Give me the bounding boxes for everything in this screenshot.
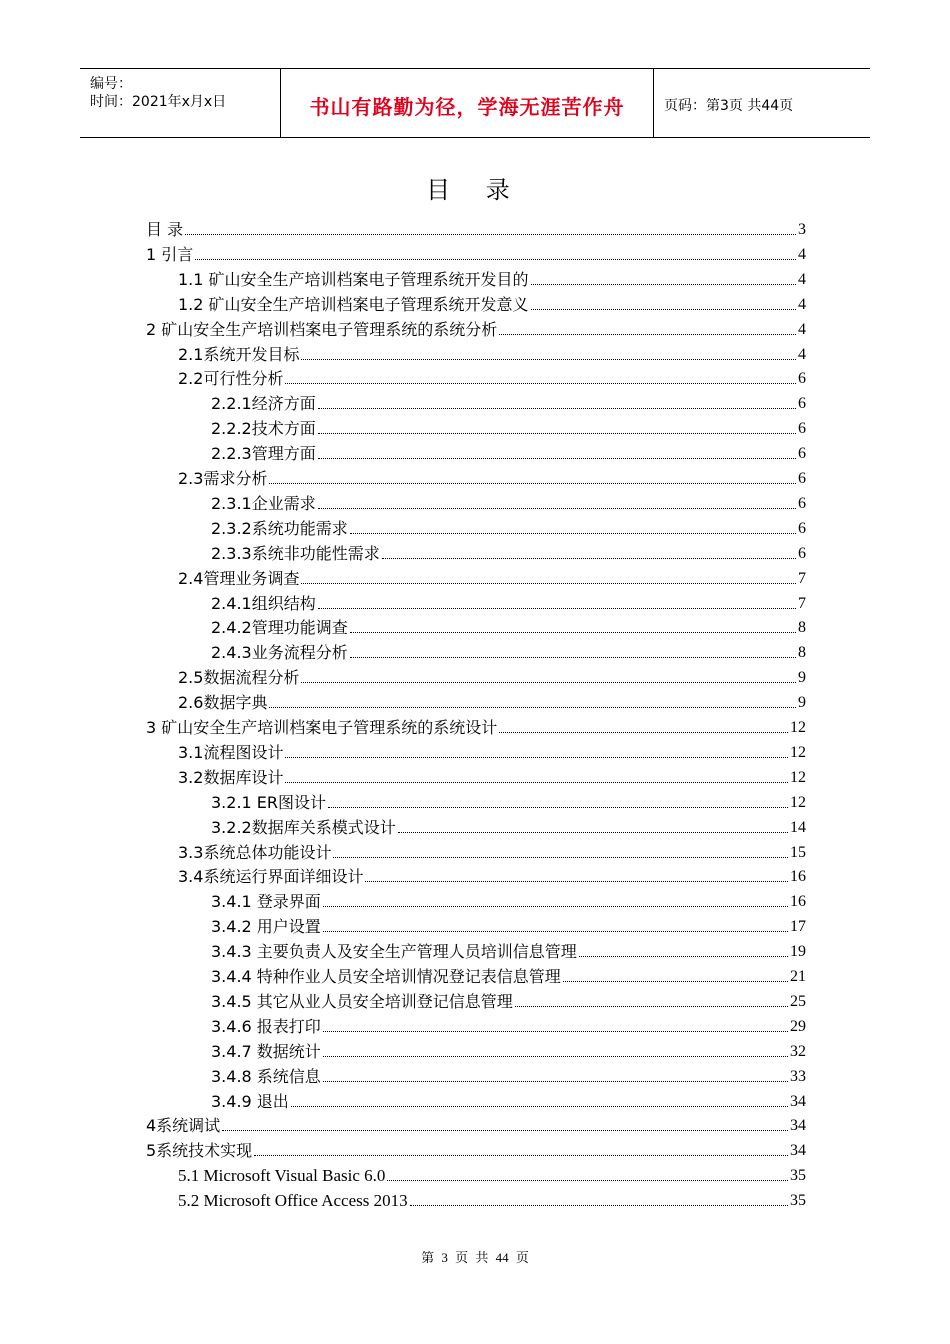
toc-entry-label: 3 矿山安全生产培训档案电子管理系统的系统设计 [146,718,498,737]
toc-dot-leader [318,458,796,459]
toc-entry-label: 2.1系统开发目标 [178,344,300,364]
toc-entry-label: 3.4.9 退出 [211,1091,289,1111]
header-right-cell [654,69,870,137]
toc-entry-page-number: 6 [798,370,806,388]
toc-entry[interactable] [178,764,806,788]
toc-entry-label: 2.3.1企业需求 [211,493,316,513]
toc-entry-label: 2.4.1组织结构 [211,593,316,613]
toc-entry-label: 3.4.1 登录界面 [211,892,321,912]
toc-dot-leader [387,1180,788,1181]
toc-entry-label: 5.1 Microsoft Visual Basic 6.0 [178,1166,386,1186]
toc-dot-leader [301,682,796,683]
toc-entry[interactable] [146,1112,806,1136]
toc-entry-page-number: 12 [790,793,806,811]
toc-entry-label: 2.3需求分析 [178,469,268,488]
toc-entry-page-number: 6 [798,470,806,487]
toc-entry[interactable] [178,1162,806,1186]
toc-entry[interactable] [178,689,806,713]
toc-dot-leader [285,782,788,783]
toc-entry[interactable] [178,341,806,365]
toc-entry[interactable] [178,565,806,589]
toc-dot-leader [285,757,788,758]
toc-dot-leader [285,383,796,384]
toc-entry-page-number: 9 [798,669,806,687]
toc-entry-label: 2.4.2管理功能调查 [211,618,348,638]
toc-dot-leader [350,533,796,534]
toc-dot-leader [318,408,796,409]
toc-dot-leader [499,732,788,733]
toc-entry[interactable] [178,465,806,489]
toc-entry[interactable] [146,316,806,340]
toc-dot-leader [323,1031,788,1032]
toc-dot-leader [563,981,788,982]
toc-entry-page-number: 35 [790,1167,806,1185]
toc-entry-label: 2.3.2系统功能需求 [211,518,348,538]
toc-entry-page-number: 16 [790,868,806,886]
toc-entry[interactable] [211,639,806,663]
toc-dot-leader [185,234,796,235]
toc-dot-leader [531,284,796,285]
toc-entry-page-number: 6 [798,420,806,438]
toc-entry-page-number: 9 [798,694,806,712]
toc-entry-label: 3.3系统总体功能设计 [178,842,332,862]
toc-entry-page-number: 29 [790,1017,806,1035]
toc-entry-label: 3.4.2 用户设置 [211,917,321,937]
toc-dot-leader [499,334,796,335]
toc-entry-label: 目 录 [146,220,184,239]
toc-entry-label: 3.4系统运行界面详细设计 [178,867,364,887]
toc-entry-page-number: 6 [798,494,806,512]
toc-entry[interactable] [146,216,806,240]
toc-entry[interactable] [211,1063,806,1087]
toc-entry-page-number: 32 [790,1042,806,1060]
toc-entry-page-number: 34 [790,1142,806,1160]
toc-entry-page-number: 16 [790,893,806,911]
toc-dot-leader [323,1081,788,1082]
toc-entry-label: 2 矿山安全生产培训档案电子管理系统的系统分析 [146,319,498,339]
toc-entry[interactable] [178,739,806,763]
toc-dot-leader [323,1056,788,1057]
toc-entry[interactable] [211,590,806,614]
toc-dot-leader [531,309,796,310]
toc-entry-page-number: 19 [790,943,806,961]
toc-entry[interactable] [211,814,806,838]
toc-entry-label: 3.4.4 特种作业人员安全培训情况登记表信息管理 [211,967,561,986]
toc-entry[interactable] [211,913,806,937]
toc-entry[interactable] [211,540,806,564]
toc-entry[interactable] [178,291,806,315]
toc-dot-leader [579,956,788,957]
toc-dot-leader [301,583,796,584]
toc-entry-label: 2.2.1经济方面 [211,394,316,414]
toc-entry-page-number: 4 [798,270,806,288]
header-left-cell [80,69,281,137]
toc-entry-page-number: 12 [790,719,806,736]
toc-entry-label: 1 引言 [146,244,194,264]
toc-dot-leader [323,906,788,907]
toc-entry[interactable] [146,1137,806,1161]
toc-dot-leader [269,707,796,708]
toc-dot-leader [318,508,796,509]
toc-entry[interactable] [146,714,806,738]
toc-entry-label: 2.6数据字典 [178,693,268,713]
toc-entry-page-number: 4 [798,345,806,363]
toc-dot-leader [301,359,796,360]
toc-entry-page-number: 3 [798,221,806,238]
toc-entry-page-number: 7 [798,594,806,612]
toc-entry-page-number: 12 [790,768,806,786]
toc-dot-leader [328,807,788,808]
toc-entry-page-number: 21 [790,968,806,985]
toc-entry-label: 2.4.3业务流程分析 [211,643,348,663]
toc-entry-label: 2.2.2技术方面 [211,419,316,439]
toc-entry[interactable] [211,440,806,464]
page-title: 目 录 [426,176,524,204]
toc-entry-label: 3.4.7 数据统计 [211,1041,321,1061]
toc-entry-label: 3.4.5 其它从业人员安全培训登记信息管理 [211,991,513,1011]
toc-entry-label: 3.2.1 ER图设计 [211,792,327,812]
toc-entry-page-number: 35 [790,1192,806,1210]
toc-dot-leader [350,657,796,658]
toc-entry-label: 4系统调试 [146,1116,221,1136]
toc-entry[interactable] [211,1088,806,1112]
toc-entry-page-number: 4 [798,320,806,338]
toc-dot-leader [291,1106,788,1107]
toc-dot-leader [382,558,796,559]
toc-entry-page-number: 34 [790,1117,806,1135]
toc-entry[interactable] [211,789,806,813]
toc-entry[interactable] [211,390,806,414]
toc-entry-label: 2.2.3管理方面 [211,444,316,464]
toc-entry[interactable] [178,365,806,389]
toc-entry[interactable] [178,664,806,688]
toc-entry-label: 2.4管理业务调查 [178,568,300,588]
toc-entry-page-number: 6 [798,544,806,562]
toc-dot-leader [410,1205,788,1206]
page-footer: 第 3 页 共 44 页 [421,1250,529,1265]
toc-entry[interactable] [211,515,806,539]
toc-dot-leader [254,1155,788,1156]
toc-entry[interactable] [178,839,806,863]
toc-dot-leader [222,1130,788,1131]
toc-dot-leader [333,857,788,858]
toc-entry-label: 5.2 Microsoft Office Access 2013 [178,1191,408,1211]
toc-dot-leader [515,1006,788,1007]
toc-entry-page-number: 7 [798,569,806,587]
toc-entry[interactable] [211,490,806,514]
toc-entry-page-number: 14 [790,818,806,836]
toc-entry-page-number: 25 [790,992,806,1010]
toc-dot-leader [318,608,796,609]
toc-entry[interactable] [211,963,806,987]
toc-entry-label: 3.4.3 主要负责人及安全生产管理人员培训信息管理 [211,942,577,962]
toc-entry-label: 2.5数据流程分析 [178,668,300,688]
toc-entry-page-number: 33 [790,1067,806,1085]
toc-entry[interactable] [211,415,806,439]
header-middle-cell [281,69,654,137]
toc-entry-label: 3.4.6 报表打印 [211,1016,321,1036]
toc-entry-page-number: 12 [790,743,806,761]
toc-entry-label: 1.1 矿山安全生产培训档案电子管理系统开发目的 [178,269,529,289]
toc-entry-label: 3.2.2数据库关系模式设计 [211,817,396,837]
document-time-label: 时间：2021年x月x日 [90,94,227,110]
toc-dot-leader [398,832,788,833]
toc-entry-page-number: 6 [798,519,806,537]
toc-entry-page-number: 6 [798,395,806,413]
toc-entry[interactable] [211,938,806,962]
toc-entry-page-number: 34 [790,1092,806,1110]
toc-dot-leader [365,881,788,882]
toc-entry-label: 3.1流程图设计 [178,742,284,762]
toc-entry[interactable] [211,1038,806,1062]
toc-dot-leader [269,483,796,484]
toc-entry-label: 2.2可行性分析 [178,369,284,389]
toc-dot-leader [350,632,796,633]
toc-dot-leader [323,931,788,932]
header-motto: 书山有路勤为径，学海无涯苦作舟 [309,95,625,119]
toc-dot-leader [195,259,796,260]
toc-entry[interactable] [211,614,806,638]
toc-entry[interactable] [178,863,806,887]
toc-entry[interactable] [178,266,806,290]
toc-entry-label: 3.2数据库设计 [178,767,284,787]
toc-entry-page-number: 8 [798,619,806,637]
toc-entry[interactable] [211,988,806,1012]
toc-entry[interactable] [178,1187,806,1211]
toc-entry[interactable] [146,241,806,265]
toc-entry-page-number: 17 [790,918,806,936]
page-header [80,68,870,138]
toc-entry-label: 5系统技术实现 [146,1141,253,1161]
toc-entry-label: 3.4.8 系统信息 [211,1066,321,1086]
toc-dot-leader [318,433,796,434]
toc-entry-page-number: 8 [798,644,806,662]
document-number-label: 编号： [90,76,132,92]
toc-entry[interactable] [211,888,806,912]
toc-entry-label: 2.3.3系统非功能性需求 [211,543,380,563]
toc-entry-label: 1.2 矿山安全生产培训档案电子管理系统开发意义 [178,294,529,314]
toc-entry[interactable] [211,1013,806,1037]
toc-entry-page-number: 4 [798,245,806,263]
toc-entry-page-number: 4 [798,295,806,313]
toc-entry-page-number: 6 [798,445,806,463]
toc-entry-page-number: 15 [790,843,806,861]
header-page-info: 页码：第3页 共44页 [664,98,794,114]
